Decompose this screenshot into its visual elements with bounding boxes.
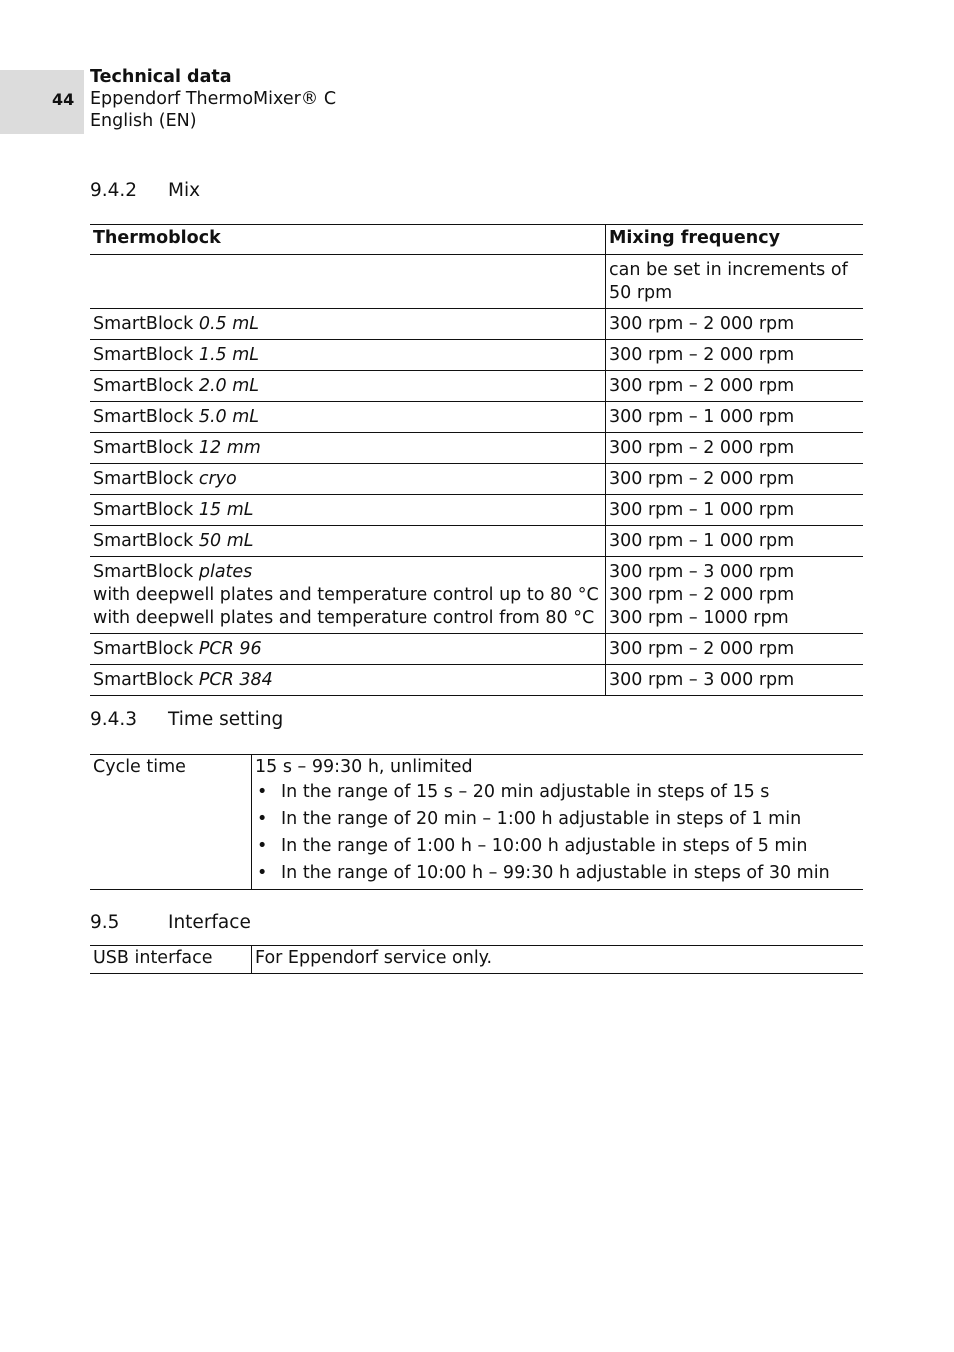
table-row <box>90 309 863 340</box>
increment-note: can be set in increments of 50 rpm <box>606 255 864 309</box>
block-name: SmartBlock <box>93 407 194 427</box>
header-thermoblock: Thermoblock <box>90 225 606 255</box>
block-variant: PCR 96 <box>198 639 262 659</box>
frequency-value: 300 rpm – 2 000 rpm <box>606 634 864 665</box>
frequency-value: 300 rpm – 2 000 rpm <box>606 309 864 340</box>
list-item: • In the range of 15 s – 20 min adjustable in steps of 15 s <box>255 779 861 806</box>
block-variant: 50 mL <box>198 531 254 551</box>
block-name: SmartBlock <box>93 345 194 365</box>
block-variant: 1.5 mL <box>198 345 260 365</box>
plates-condition-2: with deepwell plates and temperature control from 80 °C <box>93 608 595 628</box>
frequency-value: 300 rpm – 2 000 rpm <box>606 371 864 402</box>
usb-interface-value: For Eppendorf service only. <box>252 946 864 974</box>
frequency-value: 300 rpm – 2 000 rpm <box>606 340 864 371</box>
list-item: • In the range of 20 min – 1:00 h adjustable in steps of 1 min <box>255 806 861 833</box>
interface-table <box>90 945 863 974</box>
section-number: 9.4.3 <box>90 709 138 730</box>
section-title: Mix <box>168 180 201 201</box>
block-name: SmartBlock <box>93 639 194 659</box>
block-variant: 2.0 mL <box>198 376 260 396</box>
table-row <box>90 557 863 634</box>
block-variant: plates <box>198 562 253 582</box>
frequency-value: 300 rpm – 3 000 rpm <box>609 562 795 582</box>
frequency-value: 300 rpm – 1 000 rpm <box>606 495 864 526</box>
section-heading-time <box>90 709 283 730</box>
table-row <box>90 433 863 464</box>
list-item: • In the range of 1:00 h – 10:00 h adjustable in steps of 5 min <box>255 833 861 860</box>
cycle-time-steps <box>255 779 861 887</box>
block-name: SmartBlock <box>93 500 194 520</box>
table-row <box>90 402 863 433</box>
table-row <box>90 634 863 665</box>
block-name: SmartBlock <box>93 531 194 551</box>
usb-interface-label: USB interface <box>90 946 252 974</box>
block-name: SmartBlock <box>93 670 194 690</box>
block-variant: 12 mm <box>198 438 261 458</box>
block-variant: 5.0 mL <box>198 407 260 427</box>
time-table <box>90 754 863 890</box>
section-number: 9.4.2 <box>90 180 138 201</box>
section-heading-mix <box>90 180 200 201</box>
section-heading-interface <box>90 912 251 933</box>
block-name: SmartBlock <box>93 438 194 458</box>
table-row <box>90 464 863 495</box>
plates-condition-1: with deepwell plates and temperature control up to 80 °C <box>93 585 599 605</box>
table-row <box>90 495 863 526</box>
table-row <box>90 255 863 309</box>
page-number: 44 <box>52 90 75 109</box>
block-variant: PCR 384 <box>198 670 273 690</box>
running-header <box>90 66 336 132</box>
table-row <box>90 526 863 557</box>
block-variant: 0.5 mL <box>198 314 260 334</box>
header-language: English (EN) <box>90 111 197 131</box>
table-row <box>90 755 863 890</box>
mix-table <box>90 224 863 696</box>
table-row <box>90 340 863 371</box>
header-title: Technical data <box>90 67 232 87</box>
frequency-value: 300 rpm – 2 000 rpm <box>609 585 795 605</box>
block-name: SmartBlock <box>93 376 194 396</box>
table-row <box>90 371 863 402</box>
section-title: Time setting <box>168 709 284 730</box>
frequency-value: 300 rpm – 2 000 rpm <box>606 433 864 464</box>
frequency-value: 300 rpm – 1000 rpm <box>609 608 789 628</box>
table-row <box>90 665 863 696</box>
section-title: Interface <box>168 912 251 933</box>
cycle-time-value: 15 s – 99:30 h, unlimited <box>255 757 473 777</box>
block-name: SmartBlock <box>93 314 194 334</box>
frequency-value: 300 rpm – 2 000 rpm <box>606 464 864 495</box>
section-number: 9.5 <box>90 912 120 933</box>
cycle-time-label: Cycle time <box>90 755 252 890</box>
header-mixing-frequency: Mixing frequency <box>606 225 864 255</box>
table-header-row <box>90 225 863 255</box>
block-variant: cryo <box>198 469 237 489</box>
table-row <box>90 946 863 974</box>
frequency-value: 300 rpm – 3 000 rpm <box>606 665 864 696</box>
frequency-value: 300 rpm – 1 000 rpm <box>606 402 864 433</box>
list-item: • In the range of 10:00 h – 99:30 h adjustable in steps of 30 min <box>255 860 861 887</box>
frequency-value: 300 rpm – 1 000 rpm <box>606 526 864 557</box>
block-name: SmartBlock <box>93 562 194 582</box>
block-name: SmartBlock <box>93 469 194 489</box>
header-product: Eppendorf ThermoMixer® C <box>90 89 337 109</box>
block-variant: 15 mL <box>198 500 254 520</box>
